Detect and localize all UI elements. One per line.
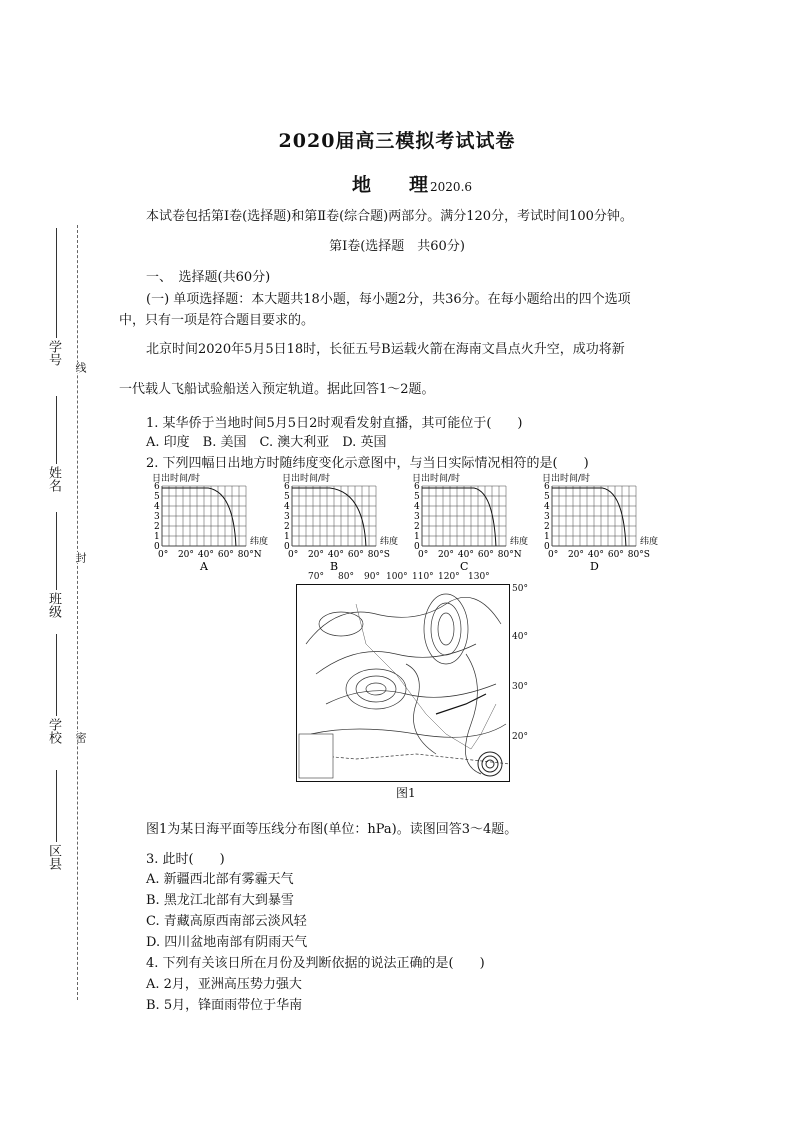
chart-y-tick: 6 xyxy=(414,482,420,492)
chart-y-tick: 2 xyxy=(414,522,420,532)
name-blank[interactable] xyxy=(56,396,57,464)
lon-label: 90° xyxy=(364,572,380,582)
subject-char-1: 地 xyxy=(352,174,372,196)
chart-xlabel: 纬度 xyxy=(380,537,399,547)
sunrise-chart-C xyxy=(410,472,538,572)
lon-label: 70° xyxy=(308,572,324,582)
map-right-labels xyxy=(512,584,536,782)
name-label: 姓名 xyxy=(46,466,61,492)
class-label: 班级 xyxy=(46,592,61,618)
chart-y-tick: 1 xyxy=(154,532,160,542)
question-3-stem: 3. 此时( ) xyxy=(146,852,225,867)
chart-y-tick: 4 xyxy=(284,502,290,512)
chart-y-tick: 5 xyxy=(154,492,160,502)
chart-x-tick: 20° xyxy=(567,550,584,560)
lon-label: 110° xyxy=(412,572,434,582)
chart-y-tick: 6 xyxy=(154,482,160,492)
part-1-instruction-line-2: 中，只有一项是符合题目要求的。 xyxy=(119,313,315,328)
chart-x-tick: 40° xyxy=(457,550,474,560)
school-label: 学校 xyxy=(46,718,61,744)
chart-x-tick: 0° xyxy=(158,550,169,560)
figure-caption: 图1 xyxy=(396,786,416,800)
lat-label: 20° xyxy=(512,732,528,742)
chart-x-tick: 20° xyxy=(177,550,194,560)
chart-y-tick: 4 xyxy=(414,502,420,512)
section-1-heading: 第Ⅰ卷(选择题 共60分) xyxy=(329,239,465,254)
sunrise-charts xyxy=(150,472,710,572)
chart-x-tick: 80°N xyxy=(237,550,262,560)
chart-y-tick: 5 xyxy=(544,492,550,502)
lon-label: 130° xyxy=(468,572,490,582)
question-1-stem: 1. 某华侨于当地时间5月5日2时观看发射直播，其可能位于( ) xyxy=(146,416,523,431)
chart-x-tick: 0° xyxy=(548,550,559,560)
exam-title: 2020届高三模拟考试试卷 xyxy=(278,130,516,152)
district-label: 区县 xyxy=(46,844,61,870)
isobar-map-drawing xyxy=(296,584,510,782)
question-3-4-intro: 图1为某日海平面等压线分布图(单位：hPa)。读图回答3～4题。 xyxy=(146,822,518,837)
chart-x-tick: 0° xyxy=(418,550,429,560)
chart-x-tick: 40° xyxy=(587,550,604,560)
chart-x-tick: 60° xyxy=(217,550,234,560)
chart-y-tick: 0 xyxy=(544,542,550,552)
chart-y-tick: 0 xyxy=(154,542,160,552)
chart-y-tick: 4 xyxy=(544,502,550,512)
chart-y-tick: 3 xyxy=(544,512,550,522)
question-4-option-b: B. 5月，锋面雨带位于华南 xyxy=(146,998,303,1013)
chart-xlabel: 纬度 xyxy=(640,537,659,547)
subject-char-2: 理 xyxy=(409,174,429,196)
chart-x-tick: 40° xyxy=(327,550,344,560)
school-blank[interactable] xyxy=(56,634,57,716)
chart-x-tick: 60° xyxy=(607,550,624,560)
chart-x-tick: 80°S xyxy=(367,550,390,560)
chart-title: C xyxy=(460,560,469,572)
binding-line xyxy=(77,225,78,1000)
chart-y-tick: 0 xyxy=(284,542,290,552)
chart-title: D xyxy=(590,560,599,572)
question-2-stem: 2. 下列四幅日出地方时随纬度变化示意图中，与当日实际情况相符的是( ) xyxy=(146,456,589,471)
lat-label: 50° xyxy=(512,584,528,594)
chart-x-tick: 80°N xyxy=(497,550,522,560)
lon-label: 100° xyxy=(386,572,408,582)
chart-xlabel: 纬度 xyxy=(510,537,529,547)
question-4-option-a: A. 2月，亚洲高压势力强大 xyxy=(146,977,302,992)
chart-ylabel: 日出时间/时 xyxy=(542,474,591,484)
chart-y-tick: 3 xyxy=(414,512,420,522)
map-top-labels xyxy=(296,572,536,584)
chart-ylabel: 日出时间/时 xyxy=(152,474,201,484)
chart-y-tick: 1 xyxy=(414,532,420,542)
isobar-map xyxy=(296,572,536,802)
chart-y-tick: 0 xyxy=(414,542,420,552)
chart-y-tick: 1 xyxy=(284,532,290,542)
part-1-instruction-line-1: (一) 单项选择题：本大题共18小题，每小题2分，共36分。在每小题给出的四个选项 xyxy=(146,292,631,307)
chart-y-tick: 6 xyxy=(284,482,290,492)
chart-y-tick: 4 xyxy=(154,502,160,512)
sunrise-chart-A xyxy=(150,472,278,572)
chart-ylabel: 日出时间/时 xyxy=(282,474,331,484)
question-3-option-d: D. 四川盆地南部有阴雨天气 xyxy=(146,935,308,950)
subject-heading xyxy=(352,170,472,197)
exam-intro: 本试卷包括第Ⅰ卷(选择题)和第Ⅱ卷(综合题)两部分。满分120分，考试时间100分钟。 xyxy=(146,209,633,224)
chart-y-tick: 2 xyxy=(154,522,160,532)
chart-y-tick: 1 xyxy=(544,532,550,542)
chart-x-tick: 80°S xyxy=(627,550,650,560)
chart-y-tick: 3 xyxy=(284,512,290,522)
passage-line-2: 一代载人飞船试验船送入预定轨道。据此回答1～2题。 xyxy=(119,382,435,397)
lat-label: 40° xyxy=(512,632,528,642)
chart-x-tick: 60° xyxy=(347,550,364,560)
chart-y-tick: 2 xyxy=(284,522,290,532)
chart-y-tick: 6 xyxy=(544,482,550,492)
question-4-stem: 4. 下列有关该日所在月份及判断依据的说法正确的是( ) xyxy=(146,956,485,971)
sunrise-chart-D xyxy=(540,472,668,572)
chart-y-tick: 2 xyxy=(544,522,550,532)
part-1-heading: 一、 选择题(共60分) xyxy=(146,270,271,285)
class-blank[interactable] xyxy=(56,512,57,590)
sunrise-chart-B xyxy=(280,472,408,572)
student-id-label: 学号 xyxy=(46,340,61,366)
question-1-options: A. 印度 B. 美国 C. 澳大利亚 D. 英国 xyxy=(146,435,387,450)
chart-ylabel: 日出时间/时 xyxy=(412,474,461,484)
question-3-option-b: B. 黑龙江北部有大到暴雪 xyxy=(146,893,294,908)
lon-label: 120° xyxy=(438,572,460,582)
chart-x-tick: 20° xyxy=(307,550,324,560)
question-3-option-a: A. 新疆西北部有雾霾天气 xyxy=(146,872,294,887)
exam-date: 2020.6 xyxy=(430,180,473,194)
lat-label: 30° xyxy=(512,682,528,692)
seal-mark-feng: 封 xyxy=(74,552,87,563)
chart-title: B xyxy=(330,560,339,572)
seal-mark-mi: 密 xyxy=(74,732,87,743)
lon-label: 80° xyxy=(338,572,354,582)
question-3-option-c: C. 青藏高原西南部云淡风轻 xyxy=(146,914,307,929)
chart-title: A xyxy=(200,560,208,572)
chart-xlabel: 纬度 xyxy=(250,537,269,547)
seal-mark-xian: 线 xyxy=(74,362,87,373)
chart-y-tick: 3 xyxy=(154,512,160,522)
chart-x-tick: 60° xyxy=(477,550,494,560)
chart-x-tick: 40° xyxy=(197,550,214,560)
district-blank[interactable] xyxy=(56,770,57,842)
chart-y-tick: 5 xyxy=(284,492,290,502)
chart-y-tick: 5 xyxy=(414,492,420,502)
chart-x-tick: 20° xyxy=(437,550,454,560)
passage-line-1: 北京时间2020年5月5日18时，长征五号B运载火箭在海南文昌点火升空，成功将新 xyxy=(146,342,625,357)
chart-x-tick: 0° xyxy=(288,550,299,560)
